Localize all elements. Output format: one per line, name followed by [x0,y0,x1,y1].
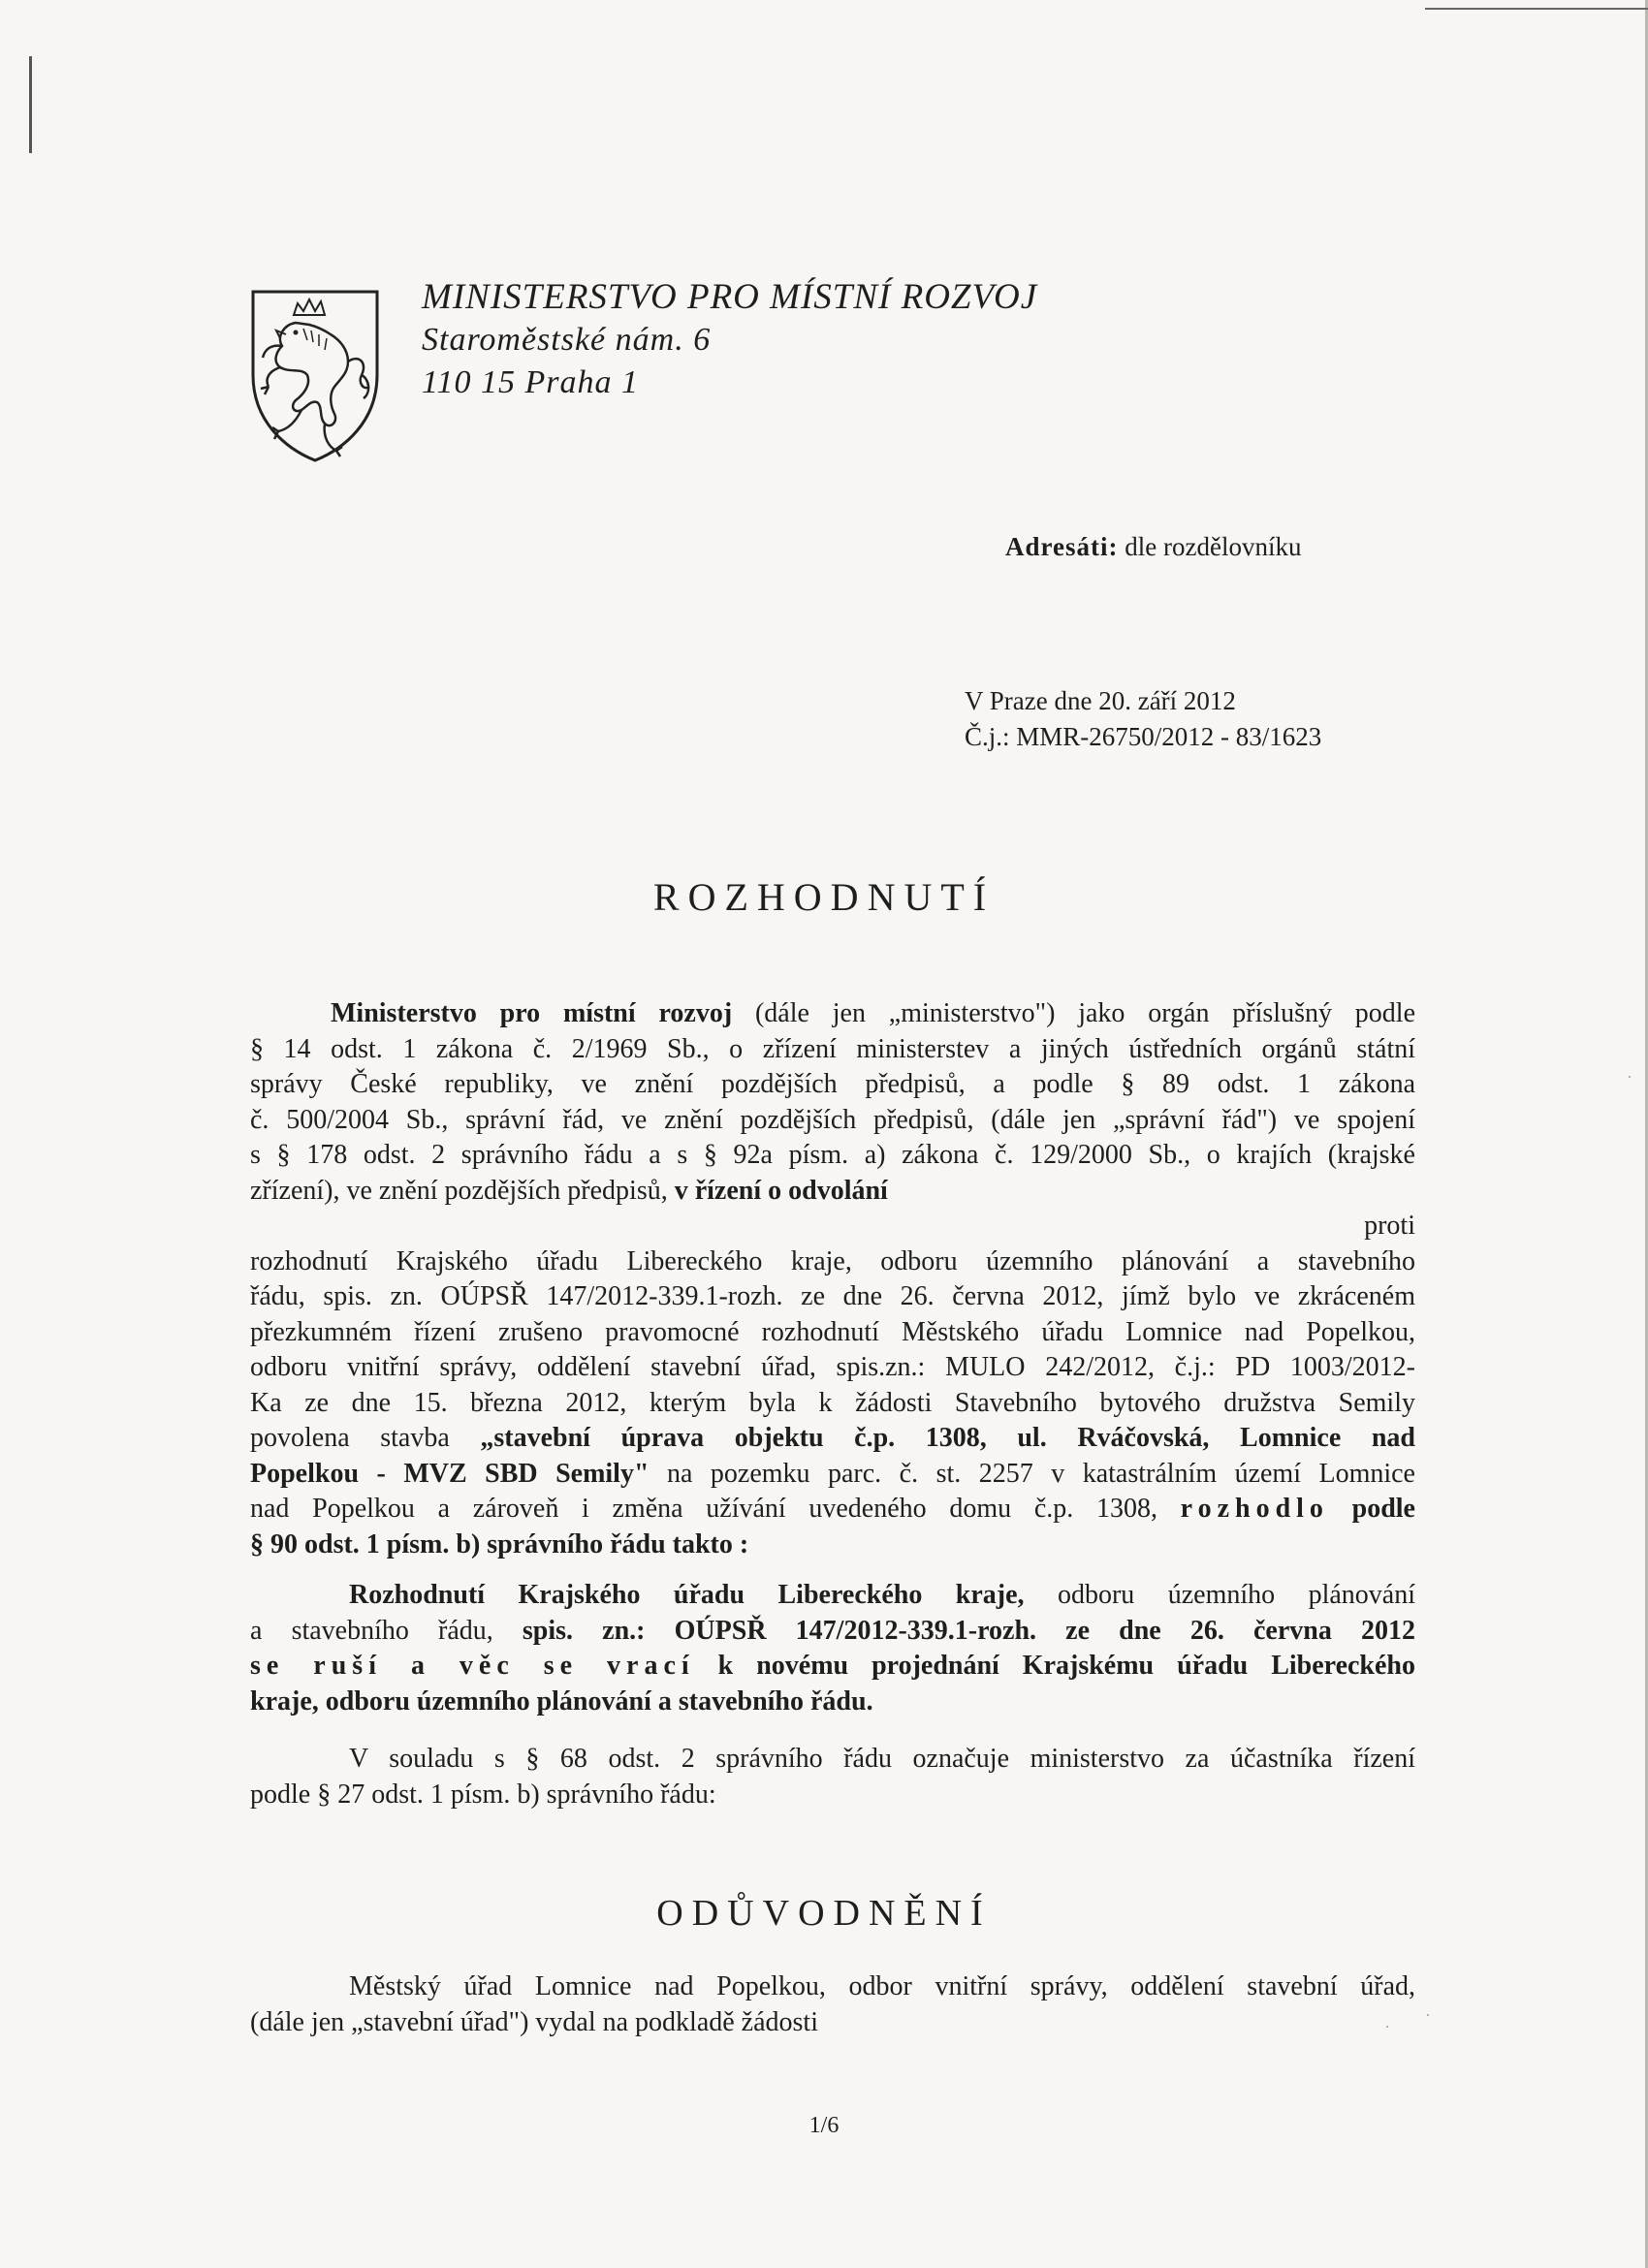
paragraph-line [250,996,1415,1032]
page-number: 1/6 [808,2113,840,2138]
annulled-spaced: se ruší a věc se vrací [250,1651,695,1681]
paragraph-text: (dále jen „ministerstvo") jako orgán příslušný podle [732,998,1415,1028]
ministry-name: MINISTERSTVO PRO MÍSTNÍ ROZVOJ [422,277,1038,317]
paragraph-line [250,1421,1415,1457]
ministry-block [422,276,1037,404]
paragraph-line [250,1492,1415,1528]
recipients-value: dle rozdělovníku [1125,532,1302,561]
scan-speck [1629,1076,1631,1078]
paragraph-text: zřízení), ve znění pozdějších předpisů, [250,1175,675,1206]
paragraph-line [250,1649,1415,1685]
paragraph-bold: kraje, odboru územního plánování a stavebního řádu. [250,1685,873,1717]
reasoning-paragraph [250,1969,1415,2040]
paragraph-line: podle § 27 odst. 1 písm. b) správního řádu: [250,1779,716,1810]
paragraph-line [250,1528,1415,1563]
decided-spaced: rozhodlo [1180,1494,1329,1524]
reference-number: Č.j.: MMR-26750/2012 - 83/1623 [965,722,1322,751]
coat-of-arms-icon [247,286,383,465]
paragraph-line [250,1578,1415,1614]
paragraph-line: řádu, spis. zn. OÚPSŘ 147/2012-339.1-rozh. ze dne 26. června 2012, jímž bylo ve zkráceném [250,1281,1415,1311]
paragraph-text: povolena stavba [250,1423,481,1453]
construction-bold: „stavební úprava objektu č.p. 1308, ul. Rváčovská, Lomnice nad [480,1423,1415,1453]
paragraph-line: č. 500/2004 Sb., správní řád, ve znění pozdějších předpisů, (dále jen „správní řád") ve spojení [250,1104,1415,1135]
decision-paragraph-1 [250,996,1415,1562]
proti-line: proti [1364,1211,1415,1241]
decision-heading: ROZHODNUTÍ [652,875,996,919]
paragraph-line [250,1457,1415,1493]
paragraph-line: odboru vnitřní správy, oddělení stavební úřad, spis.zn.: MULO 242/2012, č.j.: PD 1003/2012- [250,1352,1415,1382]
paragraph-line [250,1174,1415,1210]
date-reference-block [965,683,1321,755]
reasoning-heading: ODŮVODNĚNÍ [656,1893,992,1934]
paragraph-line: Ka ze dne 15. března 2012, kterým byla k žádosti Stavebního bytového družstva Semily [250,1387,1415,1418]
paragraph-line [250,1614,1415,1650]
paragraph-bold: spis. zn.: OÚPSŘ 147/2012-339.1-rozh. ze dne 26. června 2012 [522,1615,1415,1646]
paragraph-bold: Rozhodnutí Krajského úřadu Libereckého kraje, [349,1580,1025,1610]
paragraph-line: (dále jen „stavební úřad") vydal na podkladě žádosti [250,2006,818,2037]
paragraph-line: s § 178 odst. 2 správního řádu a s § 92a písm. a) zákona č. 129/2000 Sb., o krajích (krajské [250,1140,1415,1170]
scan-speck [1427,2014,1429,2016]
paragraph-line: § 14 odst. 1 zákona č. 2/1969 Sb., o zřízení ministerstev a jiných ústředních orgánů státní [250,1033,1415,1064]
paragraph-line [250,1685,1415,1720]
ministry-bold: Ministerstvo pro místní rozvoj [331,998,733,1028]
recipients-label: Adresáti: [1005,532,1119,561]
legal-basis-bold: § 90 odst. 1 písm. b) správního řádu takto : [250,1528,749,1559]
paragraph-text: a stavebního řádu, [250,1615,523,1646]
paragraph-text: nad Popelkou a zároveň i změna užívání uvedeného domu č.p. 1308, [250,1494,1181,1524]
paragraph-text: na pozemku parc. č. st. 2257 v katastrálním území Lomnice [649,1458,1415,1489]
appeal-bold: v řízení o odvolání [674,1175,888,1206]
document-date: V Praze dne 20. září 2012 [965,686,1236,715]
paragraph-line: rozhodnutí Krajského úřadu Libereckého kraje, odboru územního plánování a stavebního [250,1245,1415,1276]
paragraph-line: správy České republiky, ve znění pozdějších předpisů, a podle § 89 odst. 1 zákona [250,1069,1415,1099]
construction-bold: Popelkou - MVZ SBD Semily" [250,1458,650,1489]
paragraph-bold: k novému projednání Krajskému úřadu Libereckého [694,1651,1415,1681]
scan-speck [1386,2026,1388,2028]
ministry-address-street: Staroměstské nám. 6 [422,322,712,358]
paragraph-line: přezkumném řízení zrušeno pravomocné rozhodnutí Městského úřadu Lomnice nad Popelkou, [250,1316,1415,1347]
binder-mark [29,56,32,153]
paragraph-line: V souladu s § 68 odst. 2 správního řádu označuje ministerstvo za účastníka řízení [349,1744,1415,1774]
paragraph-line: Městský úřad Lomnice nad Popelkou, odbor vnitřní správy, oddělení stavební úřad, [349,1971,1415,2001]
paragraph-bold: podle [1328,1494,1415,1524]
decision-paragraph-3 [250,1742,1415,1812]
recipients-line [1005,532,1301,562]
decision-paragraph-2 [250,1578,1415,1719]
ministry-address-city: 110 15 Praha 1 [422,364,639,400]
paragraph-text: odboru územního plánování [1024,1580,1415,1610]
scan-edge-line [1425,8,1648,10]
